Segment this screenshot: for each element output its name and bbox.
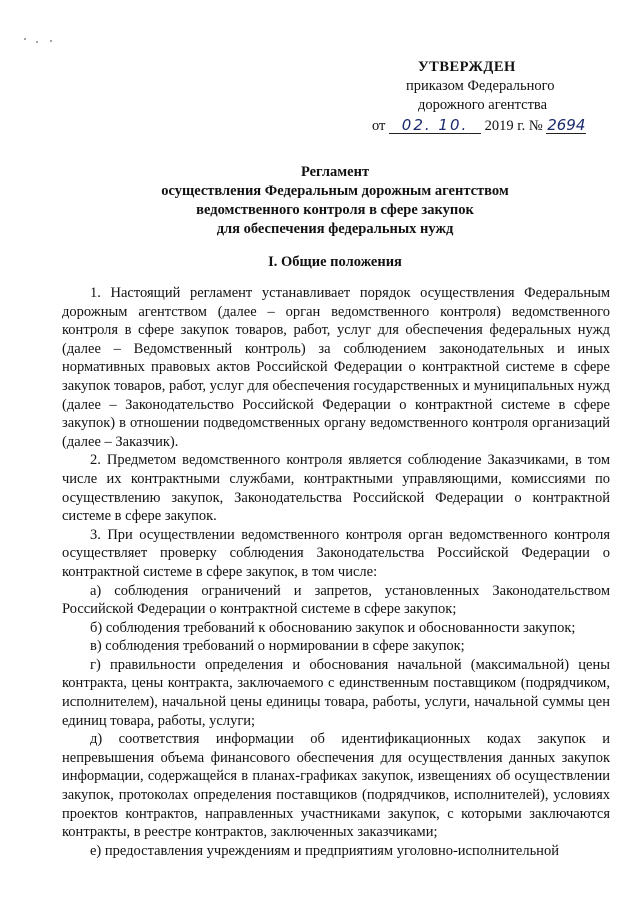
approval-heading: УТВЕРЖДЕН <box>418 59 516 75</box>
approval-date-line <box>372 117 612 136</box>
paragraph: 1. Настоящий регламент устанавливает порядок осуществления Федеральным дорожным агентством (далее – орган ведомственного контроля) ведомственного контроля в сфере закупок товаров, работ, услуг для обеспечения федеральных нужд (далее – Ведомственный контроль) за соблюдением законодательных и иных нормативных правовых актов Российской Федерации о контрактной системе в сфере закупок товаров, работ, услуг для обеспечения государственных и муниципальных нужд (далее – Законодательство Российской Федерации о контрактной системе в сфере закупок) в отношении подведомственных органу ведомственного контроля организаций (далее – Заказчик). <box>62 285 610 450</box>
section-heading: I. Общие положения <box>268 254 402 270</box>
paragraph: 3. При осуществлении ведомственного контроля орган ведомственного контроля осуществляет проверку соблюдения Законодательства Российской Федерации о контрактной системе в сфере закупок, в том числе: <box>62 526 610 580</box>
date-prefix: от <box>372 118 386 134</box>
paragraph: д) соответствия информации об идентификационных кодах закупок и непревышения объема финансового обеспечения для осуществления данных закупок информации, содержащейся в планах-графиках закупок, извещениях об осуществлении закупок, протоколах определения поставщиков (подрядчиков, исполнителей), условиях проектов контрактов, направленных участниками закупок, с которыми заключаются контракты, в реестре контрактов, заключенных заказчиками; <box>62 731 610 841</box>
paragraph: в) соблюдения требований о нормировании в сфере закупок; <box>90 638 465 655</box>
paragraph: а) соблюдения ограничений и запретов, установленных Законодательством Российской Федерации о контрактной системе в сфере закупок; <box>62 582 610 618</box>
handwritten-number: 2694 <box>547 116 586 134</box>
paragraph: 2. Предметом ведомственного контроля является соблюдение Заказчиками, в том числе их контрактными службами, контрактными управляющими, комиссиями по осуществлению закупок, Законодательства Российской Федерации о контрактной системе в сфере закупок. <box>62 452 610 525</box>
scan-speck <box>24 38 26 40</box>
approval-block <box>372 58 612 136</box>
title-line-1: Регламент <box>300 164 370 180</box>
title-line-3: ведомственного контроля в сфере закупок <box>196 202 474 218</box>
scan-speck <box>36 41 38 43</box>
scan-speck <box>50 40 52 42</box>
document-body <box>62 284 610 860</box>
year-text: 2019 г. № <box>484 118 543 134</box>
title-line-4: для обеспечения федеральных нужд <box>216 221 454 237</box>
document-title <box>60 163 610 239</box>
paragraph: б) соблюдения требований к обоснованию закупок и обоснованности закупок; <box>90 619 576 636</box>
paragraph: е) предоставления учреждениям и предприятиям уголовно-исполнительной <box>90 842 559 859</box>
approval-line-1: приказом Федерального <box>406 78 555 94</box>
handwritten-date: 02. 10. <box>389 117 481 134</box>
approval-line-2: дорожного агентства <box>418 97 548 113</box>
title-line-2: осуществления Федеральным дорожным агентством <box>161 183 509 199</box>
paragraph: г) правильности определения и обоснования начальной (максимальной) цены контракта, цены контракта, заключаемого с единственным поставщиком (подрядчиком, исполнителем), начальной цены единицы товара, работы, услуги, начальной суммы цен единиц товара, работы, услуги; <box>62 656 610 729</box>
